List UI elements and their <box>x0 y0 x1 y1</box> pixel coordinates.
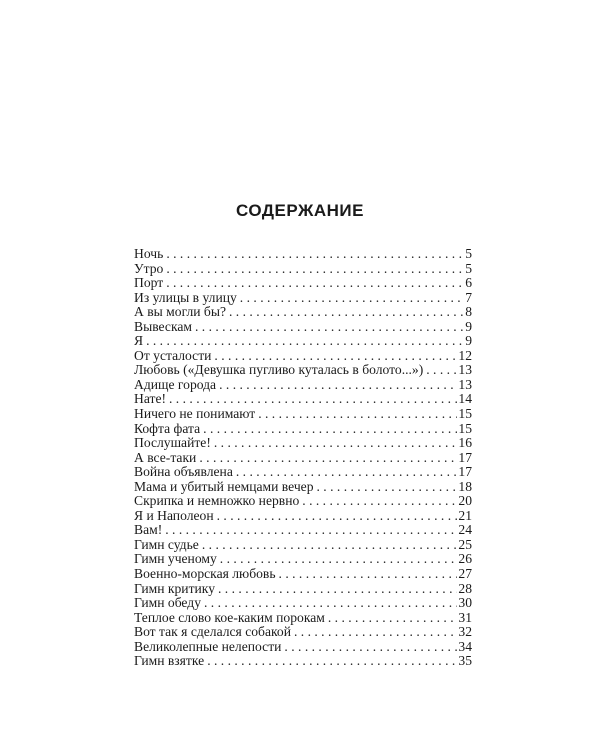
toc-entry <box>134 509 472 524</box>
toc-entry-title: Теплое слово кое-каким порокам <box>134 609 325 625</box>
dot-leader <box>258 407 457 422</box>
toc-entry-page: 7 <box>465 289 472 305</box>
toc-entry-page: 34 <box>458 638 472 654</box>
dot-leader <box>202 538 458 553</box>
toc-entry <box>134 596 472 611</box>
toc-entry-title: Из улицы в улицу <box>134 289 237 305</box>
toc-entry-title: Вот так я сделался собакой <box>134 624 291 640</box>
toc-entry-title: Гимн ученому <box>134 551 217 567</box>
toc-entry <box>134 262 472 277</box>
dot-leader <box>166 247 464 262</box>
dot-leader <box>294 625 457 640</box>
toc-entry-title: Мама и убитый немцами вечер <box>134 478 314 494</box>
page-title: СОДЕРЖАНИЕ <box>236 201 364 220</box>
dot-leader <box>236 465 458 480</box>
toc-entry-title: Военно-морская любовь <box>134 566 276 582</box>
dot-leader <box>317 480 458 495</box>
toc-entry <box>134 538 472 553</box>
toc-entry-title: Ничего не понимают <box>134 406 256 422</box>
toc-entry-page: 31 <box>458 609 472 625</box>
toc-entry-title: Порт <box>134 275 164 291</box>
toc-entry-page: 28 <box>458 580 472 596</box>
toc-entry-title: Скрипка и немножко нервно <box>134 493 300 509</box>
toc-entry-title: Кофта фата <box>134 420 201 436</box>
toc-entry-page: 9 <box>465 333 472 349</box>
toc-entry-title: Великолепные нелепости <box>134 638 282 654</box>
dot-leader <box>302 494 457 509</box>
toc-entry-title: Утро <box>134 260 164 276</box>
toc-entry-page: 26 <box>458 551 472 567</box>
toc-entry-page: 13 <box>458 376 472 392</box>
toc-entry-page: 30 <box>458 595 472 611</box>
toc-entry-title: Любовь («Девушка пугливо куталась в болото...») <box>134 362 424 378</box>
toc-entry-page: 32 <box>458 624 472 640</box>
toc-entry <box>134 305 472 320</box>
toc-entry-page: 35 <box>458 653 472 669</box>
toc-entry-title: Гимн критику <box>134 580 215 596</box>
toc-entry <box>134 582 472 597</box>
dot-leader <box>166 262 464 277</box>
dot-leader <box>217 509 458 524</box>
toc-entry <box>134 552 472 567</box>
toc-entry <box>134 320 472 335</box>
toc-entry-page: 17 <box>458 464 472 480</box>
toc-entry <box>134 523 472 538</box>
dot-leader <box>214 349 457 364</box>
toc-entry-title: Адище города <box>134 376 217 392</box>
toc-entry-title: Послушайте! <box>134 435 211 451</box>
toc-entry-title: Ночь <box>134 246 164 261</box>
toc-entry-page: 15 <box>458 420 472 436</box>
toc-entry <box>134 334 472 349</box>
toc-entry-title: Гимн обеду <box>134 595 201 611</box>
toc-entry-page: 14 <box>458 391 472 407</box>
toc-entry <box>134 611 472 626</box>
dot-leader <box>204 596 457 611</box>
toc-entry <box>134 291 472 306</box>
dot-leader <box>203 422 457 437</box>
toc-entry <box>134 654 472 669</box>
dot-leader <box>426 363 457 378</box>
toc-entry-page: 5 <box>465 246 472 261</box>
toc-entry-page: 20 <box>458 493 472 509</box>
toc-entry <box>134 392 472 407</box>
toc-entry-page: 18 <box>458 478 472 494</box>
dot-leader <box>328 611 458 626</box>
dot-leader <box>199 451 457 466</box>
toc-entry <box>134 247 472 262</box>
toc-entry-page: 17 <box>458 449 472 465</box>
toc-entry-title: Нате! <box>134 391 166 407</box>
toc-entry <box>134 436 472 451</box>
toc-entry-title: Вывескам <box>134 318 192 334</box>
dot-leader <box>195 320 464 335</box>
dot-leader <box>146 334 464 349</box>
dot-leader <box>279 567 458 582</box>
toc-entry-page: 27 <box>458 566 472 582</box>
dot-leader <box>219 378 457 393</box>
toc-entry-title: А вы могли бы? <box>134 304 226 320</box>
toc-entry-page: 15 <box>458 406 472 422</box>
toc-entry-title: Я и Наполеон <box>134 507 214 523</box>
toc-entry-page: 9 <box>465 318 472 334</box>
toc-entry <box>134 407 472 422</box>
toc-entry-title: Война объявлена <box>134 464 233 480</box>
toc-entry <box>134 625 472 640</box>
dot-leader <box>207 654 457 669</box>
toc-entry <box>134 378 472 393</box>
toc-entry-page: 25 <box>458 536 472 552</box>
dot-leader <box>218 582 457 597</box>
toc-entry-page: 21 <box>458 507 472 523</box>
toc-entry-page: 13 <box>458 362 472 378</box>
toc-entry <box>134 640 472 655</box>
dot-leader <box>240 291 464 306</box>
dot-leader <box>229 305 464 320</box>
toc-entry-page: 24 <box>458 522 472 538</box>
toc-entry <box>134 494 472 509</box>
toc-entry-title: Гимн судье <box>134 536 199 552</box>
toc-entry-page: 12 <box>458 347 472 363</box>
toc-entry-title: От усталости <box>134 347 212 363</box>
toc-entry <box>134 465 472 480</box>
toc-entry <box>134 422 472 437</box>
dot-leader <box>214 436 458 451</box>
dot-leader <box>284 640 457 655</box>
toc-entry-title: Гимн взятке <box>134 653 205 669</box>
dot-leader <box>165 523 457 538</box>
toc-entry-page: 8 <box>465 304 472 320</box>
toc-entry-page: 5 <box>465 260 472 276</box>
toc-entry <box>134 567 472 582</box>
toc-entry <box>134 480 472 495</box>
toc-entry-title: А все-таки <box>134 449 197 465</box>
table-of-contents <box>134 247 472 669</box>
toc-entry-page: 6 <box>465 275 472 291</box>
toc-entry <box>134 276 472 291</box>
toc-entry-title: Вам! <box>134 522 163 538</box>
toc-entry <box>134 349 472 364</box>
dot-leader <box>166 276 464 291</box>
toc-entry-page: 16 <box>458 435 472 451</box>
toc-entry <box>134 451 472 466</box>
dot-leader <box>169 392 457 407</box>
dot-leader <box>220 552 458 567</box>
toc-entry <box>134 363 472 378</box>
toc-entry-title: Я <box>134 333 144 349</box>
